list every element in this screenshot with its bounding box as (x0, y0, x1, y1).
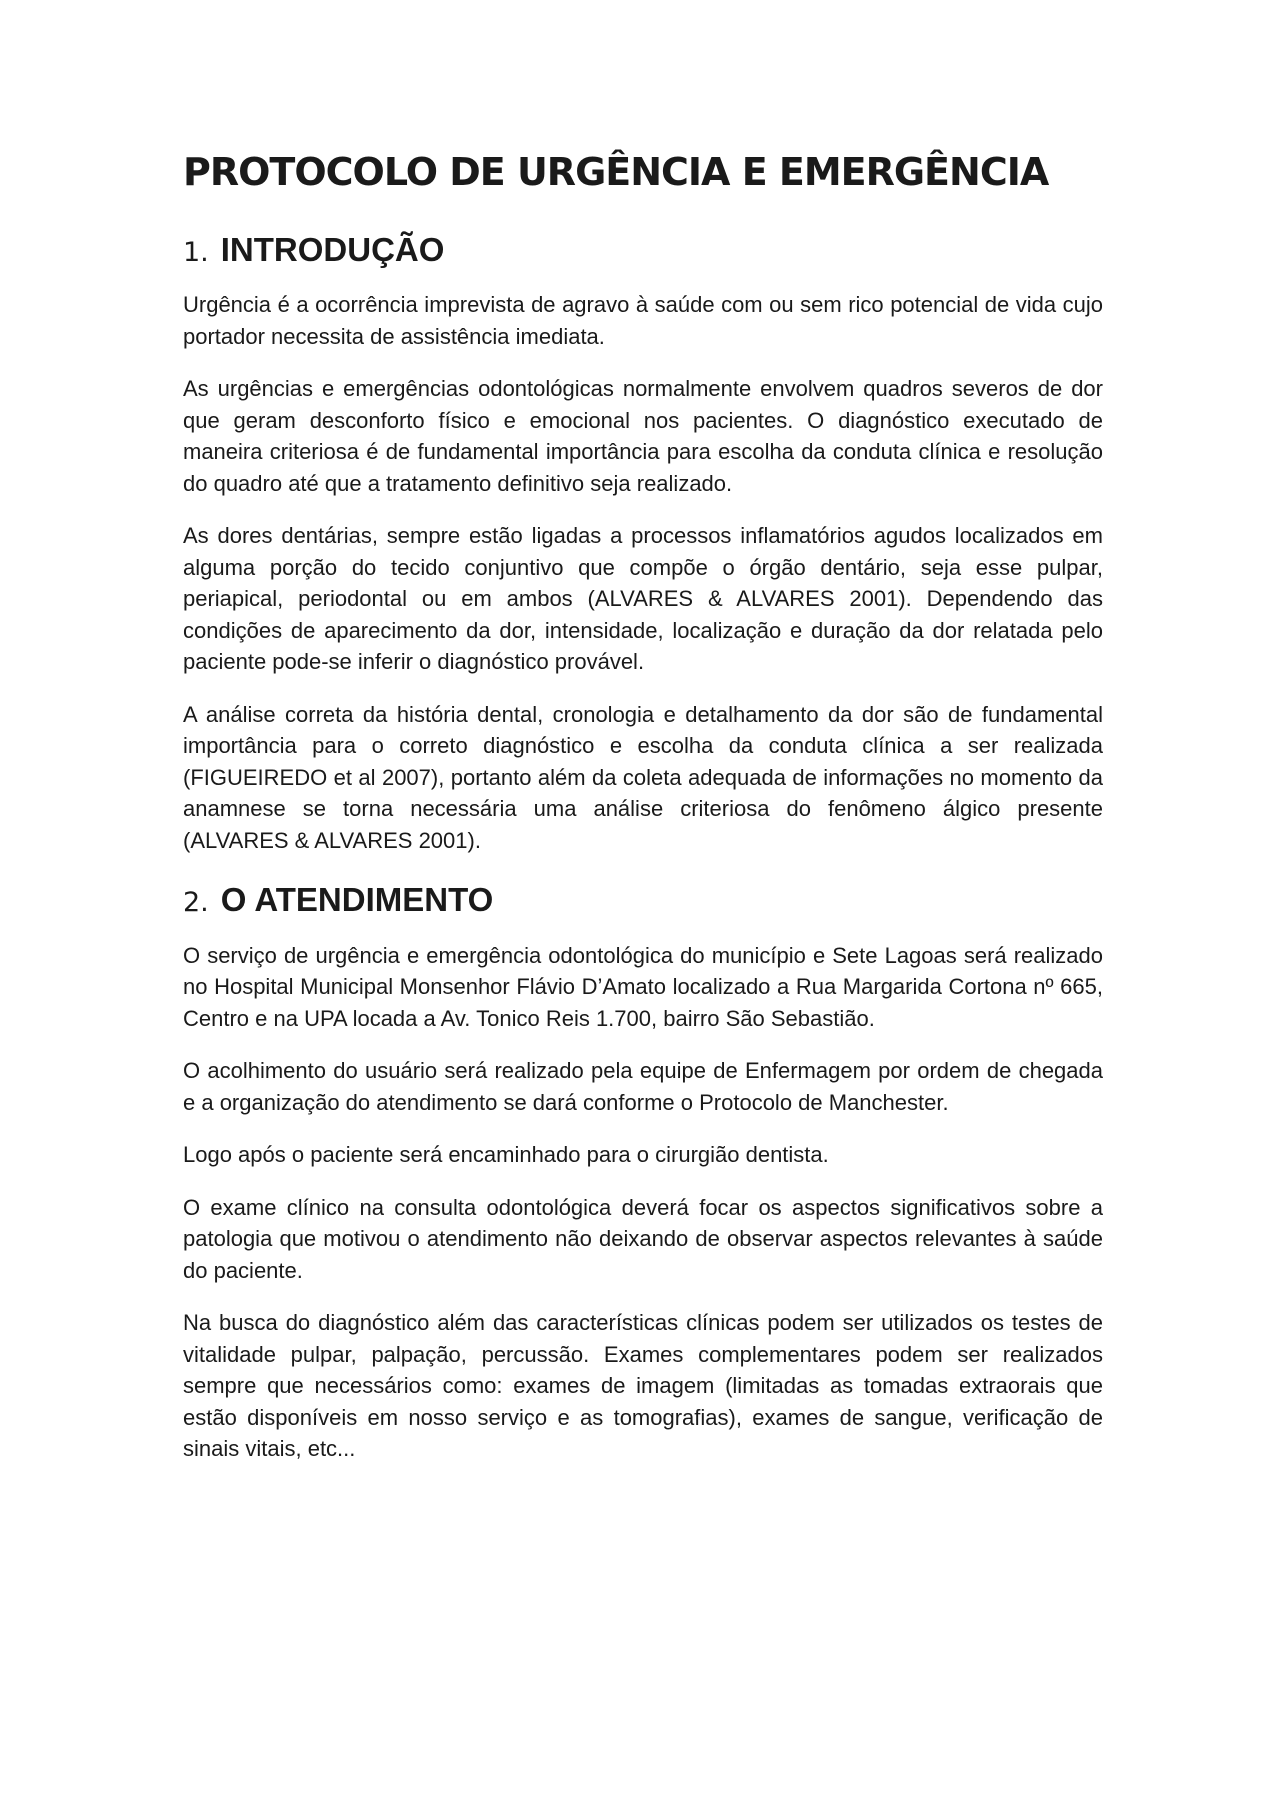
section-heading (183, 880, 1103, 920)
section-title: INTRODUÇÃO (220, 230, 445, 268)
section-number: 2. (183, 887, 209, 919)
paragraph: Urgência é a ocorrência imprevista de agravo à saúde com ou sem rico potencial de vida cujo portador necessita de assistência imediata. (183, 292, 1103, 349)
paragraph: As dores dentárias, sempre estão ligadas a processos inflamatórios agudos localizados em alguma porção do tecido conjuntivo que compõe o órgão dentário, seja esse pulpar, periapical, periodontal ou em ambos (ALVARES & ALVARES 2001). Dependendo das condições de aparecimento da dor, intensidade, localização e duração da dor relatada pelo paciente pode-se inferir o diagnóstico provável. (183, 523, 1103, 675)
paragraph: Na busca do diagnóstico além das características clínicas podem ser utilizados os testes de vitalidade pulpar, palpação, percussão. Exames complementares podem ser realizados sempre que necessários como: exames de imagem (limitadas as tomadas extraorais que estão disponíveis em nosso serviço e as tomografias), exames de sangue, verificação de sinais vitais, etc... (183, 1310, 1103, 1462)
paragraph: O exame clínico na consulta odontológica deverá focar os aspectos significativos sobre a patologia que motivou o atendimento não deixando de observar aspectos relevantes à saúde do paciente. (183, 1194, 1103, 1283)
section-title: O ATENDIMENTO (220, 881, 494, 919)
paragraph: O serviço de urgência e emergência odontológica do município e Sete Lagoas será realizado no Hospital Municipal Monsenhor Flávio D’Amato localizado a Rua Margarida Cortona nº 665, Centro e na UPA locada a Av. Tonico Reis 1.700, bairro São Sebastião. (183, 942, 1103, 1031)
paragraph: A análise correta da história dental, cronologia e detalhamento da dor são de fundamental importância para o correto diagnóstico e escolha da conduta clínica a ser realizada (FIGUEIREDO et al 2007), portanto além da coleta adequada de informações no momento da anamnese se torna necessária uma análise criteriosa do fenômeno álgico presente (ALVARES & ALVARES 2001). (183, 701, 1103, 853)
section-introducao (183, 230, 1103, 857)
paragraph: As urgências e emergências odontológicas normalmente envolvem quadros severos de dor que geram desconforto físico e emocional nos pacientes. O diagnóstico executado de maneira criteriosa é de fundamental importância para escolha da conduta clínica e resolução do quadro até que a tratamento definitivo seja realizado. (183, 376, 1103, 496)
paragraph: O acolhimento do usuário será realizado pela equipe de Enfermagem por ordem de chegada e a organização do atendimento se dará conforme o Protocolo de Manchester. (183, 1058, 1103, 1115)
section-heading (183, 230, 1103, 270)
document-page (183, 150, 1103, 1486)
section-number: 1. (183, 236, 209, 268)
document-title: PROTOCOLO DE URGÊNCIA E EMERGÊNCIA (183, 150, 1049, 194)
paragraph: Logo após o paciente será encaminhado para o cirurgião dentista. (183, 1142, 829, 1168)
section-atendimento (183, 880, 1103, 1465)
